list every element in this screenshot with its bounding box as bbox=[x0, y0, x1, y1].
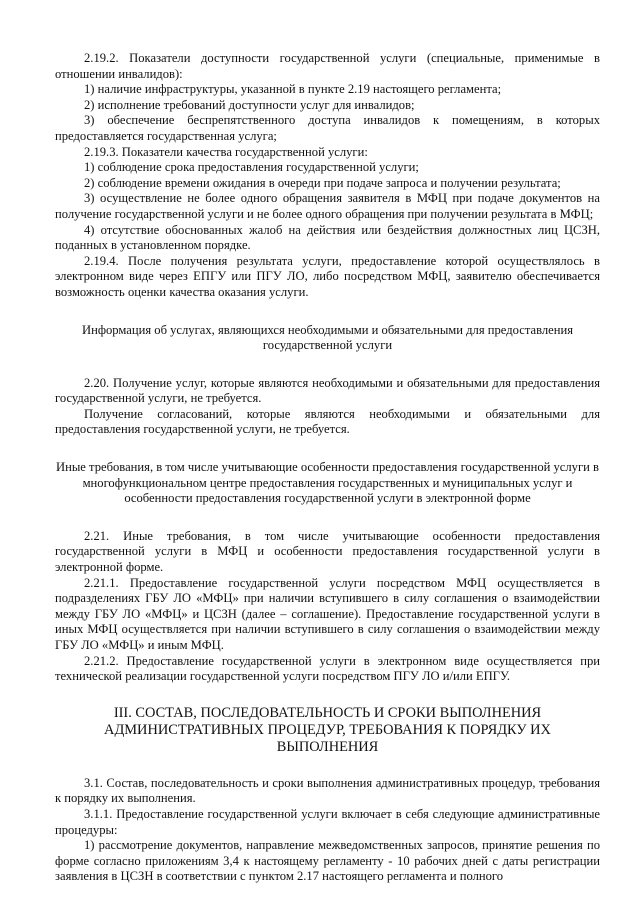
list-item: 3) обеспечение беспрепятственного доступа инвалидов к помещениям, в которых предоставляется государственная услуга; bbox=[55, 113, 600, 143]
paragraph-3-1-1: 3.1.1. Предоставление государственной услуги включает в себя следующие административные процедуры: bbox=[55, 806, 600, 837]
paragraph-2-21-1: 2.21.1. Предоставление государственной услуги посредством МФЦ осуществляется в подразделениях ГБУ ЛО «МФЦ» при наличии вступившего в силу соглашения о взаимодействии между ГБУ ЛО «МФЦ» и ЦСЗН (далее – соглашение). Предоставление государственной услуги в иных МФЦ осуществляется при наличии вступившего в силу соглашения о взаимодействии между ГБУ ЛО «МФЦ» и иным МФЦ. bbox=[55, 575, 600, 652]
paragraph-3-1: 3.1. Состав, последовательность и сроки выполнения административных процедур, требования к порядку их выполнения. bbox=[55, 775, 600, 806]
list-item: 4) отсутствие обоснованных жалоб на действия или бездействия должностных лиц ЦСЗН, поданных в установленном порядке. bbox=[55, 222, 600, 253]
paragraph-2-21-2: 2.21.2. Предоставление государственной услуги в электронном виде осуществляется при технической реализации государственной услуги посредством ПГУ ЛО и/или ЕПГУ. bbox=[55, 653, 600, 684]
list-item: 2) соблюдение времени ожидания в очереди при подаче запроса и получении результата; bbox=[84, 175, 561, 190]
paragraph-2-19-4: 2.19.4. После получения результата услуги, предоставление которой осуществлялось в электронном виде через ЕПГУ или ПГУ ЛО, либо посредством МФЦ, заявителю обеспечивается возможность оценки качества оказания услуги. bbox=[55, 253, 600, 299]
list-item: 1) рассмотрение документов, направление межведомственных запросов, принятие решения по форме согласно приложениям 3,4 к настоящему регламенту - 10 рабочих дней с даты регистрации заявления в ЦСЗН в соответствии с пунктом 2.17 настоящего регламента и полного bbox=[55, 838, 600, 884]
paragraph-2-20: 2.20. Получение услуг, которые являются необходимыми и обязательными для предоставления государственной услуги, не требуется. bbox=[55, 375, 600, 406]
list-item: 2) исполнение требований доступности услуг для инвалидов; bbox=[84, 97, 415, 112]
list-item: 1) наличие инфраструктуры, указанной в пункте 2.19 настоящего регламента; bbox=[84, 82, 502, 97]
paragraph-approvals: Получение согласований, которые являются необходимыми и обязательными для предоставления государственной услуги, не требуется. bbox=[55, 406, 600, 437]
section-heading-required-services: Информация об услугах, являющихся необходимыми и обязательными для предоставления государственной услуги bbox=[81, 322, 574, 353]
paragraph-2-21: 2.21. Иные требования, в том числе учитывающие особенности предоставления государственной услуги в МФЦ и особенности предоставления государственной услуги в электронной форме. bbox=[55, 528, 600, 575]
paragraph-2-19-3: 2.19.3. Показатели качества государственной услуги: bbox=[84, 144, 368, 159]
list-item: 3) осуществление не более одного обращения заявителя в МФЦ при подаче документов на получение государственной услуги и не более одного обращения при получении результата в МФЦ; bbox=[55, 191, 600, 221]
paragraph-2-19-2: 2.19.2. Показатели доступности государственной услуги (специальные, применимые в отношении инвалидов): bbox=[55, 51, 600, 81]
section-heading-other-requirements: Иные требования, в том числе учитывающие особенности предоставления государственной услуги в многофункциональном центре предоставления государственных и муниципальных услуг и особенности предоставления государственной услуги в электронной форме bbox=[56, 460, 599, 506]
list-item: 1) соблюдение срока предоставления государственной услуги; bbox=[84, 160, 419, 175]
chapter-heading-iii: III. СОСТАВ, ПОСЛЕДОВАТЕЛЬНОСТЬ И СРОКИ ВЫПОЛНЕНИЯ АДМИНИСТРАТИВНЫХ ПРОЦЕДУР, ТРЕБОВАНИЯ К ПОРЯДКУ ИХ ВЫПОЛНЕНИЯ bbox=[104, 704, 551, 755]
